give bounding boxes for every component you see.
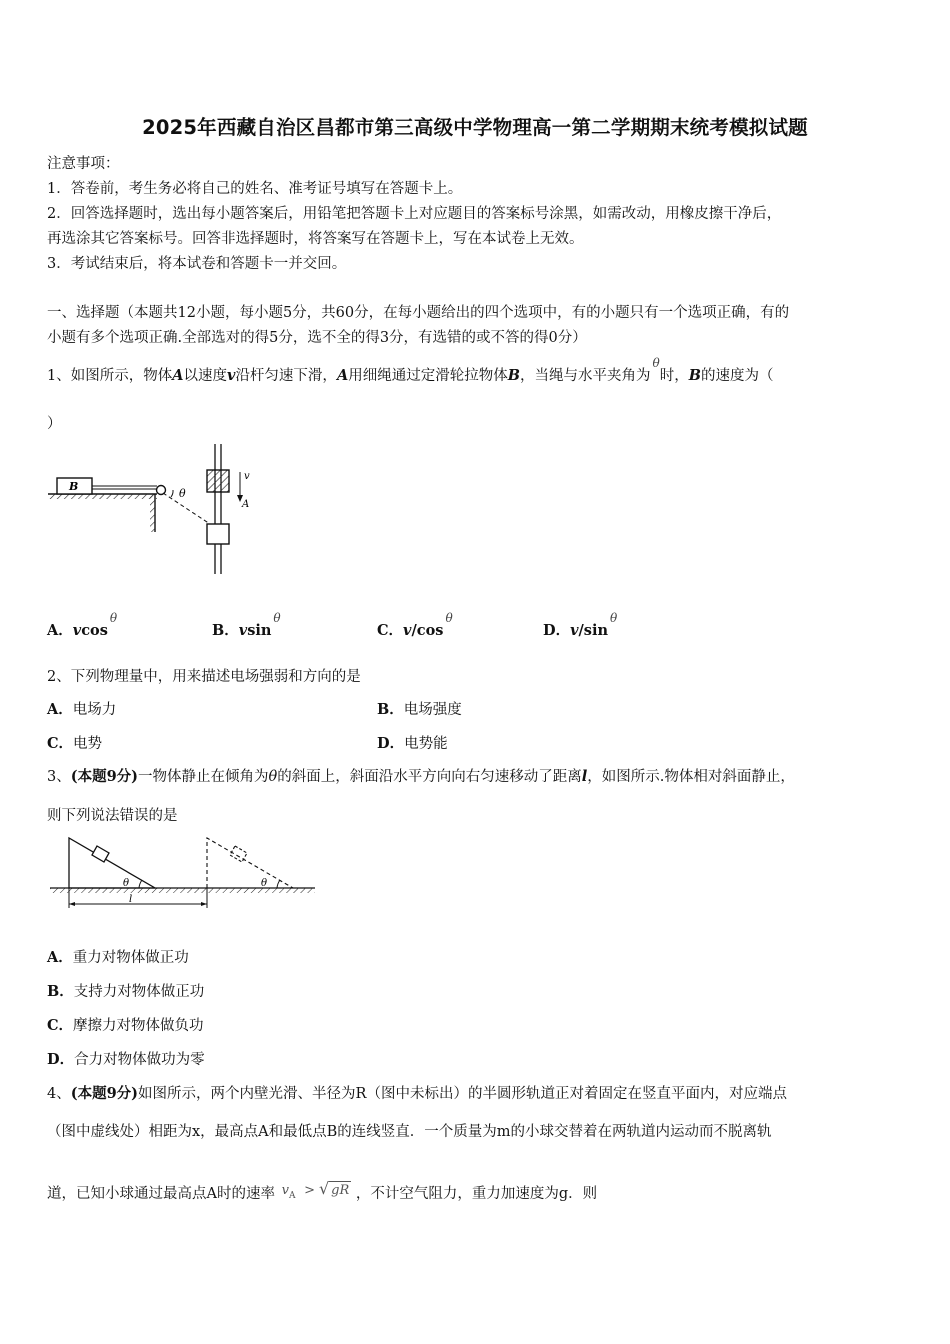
page-title: 2025年西藏自治区昌都市第三高级中学物理高一第二学期期末统考模拟试题 (142, 116, 808, 139)
ground-hatch (48, 494, 157, 499)
q4-stem-line1: 4、(本题9分)如图所示，两个内壁光滑、半径为R（图中未标出）的半圆形轨道正对着固定在竖直平面内，对应端点 (47, 1085, 787, 1102)
q4-velocity-formula: $v_A$ > √ gR (281, 1179, 350, 1201)
label-l: l (129, 894, 133, 905)
q1-stem: 1、如图所示，物体A以速度v沿杆匀速下滑，A用细绳通过定滑轮拉物体B，当绳与水平夹角为$^\theta$时，B的速度为（ (47, 356, 774, 384)
q1-option-d[interactable]: D．$v/\sin^\theta$ (543, 611, 618, 639)
rope-dashed (163, 493, 210, 524)
q3-option-c[interactable]: C．摩擦力对物体做负功 (47, 1017, 204, 1034)
label-v: v (244, 471, 250, 482)
q2-option-d[interactable]: D．电势能 (377, 735, 448, 752)
q1-option-c[interactable]: C．$v/\cos^\theta$ (377, 611, 453, 639)
q3-stem: 3、(本题9分)一物体静止在倾角为θ的斜面上，斜面沿水平方向向右匀速移动了距离l，如图所示.物体相对斜面静止， (47, 768, 795, 785)
q2-stem: 2、下列物理量中，用来描述电场强弱和方向的是 (47, 669, 361, 685)
ground-hatch (50, 888, 315, 893)
label-theta-2: θ (261, 878, 268, 889)
q3-stem-line2: 则下列说法错误的是 (47, 808, 178, 824)
label-b: B (69, 480, 79, 493)
q2-option-a[interactable]: A．电场力 (47, 701, 117, 718)
section-heading-line2: 小题有多个选项正确.全部选对的得5分，选不全的得3分，有选错的或不答的得0分） (47, 330, 587, 346)
notice-heading: 注意事项： (47, 156, 120, 172)
block-a (207, 470, 229, 492)
block-a-lower (207, 524, 229, 544)
q3-option-a[interactable]: A．重力对物体做正功 (47, 949, 189, 966)
q1-option-a[interactable]: A．vcos$^\theta$ (47, 611, 118, 639)
q3-figure (45, 830, 320, 912)
pulley (157, 486, 166, 495)
q1-option-b[interactable]: B．vsin$^\theta$ (212, 611, 281, 639)
q4-stem-line3: 道，已知小球通过最高点A时的速率 $v_A$ > √ gR ，不计空气阻力，重力加速度为g．则 (47, 1179, 598, 1202)
notice-item-2: 2．回答选择题时，选出每小题答案后，用铅笔把答题卡上对应题目的答案标号涂黑，如需改动，用橡皮擦干净后， (47, 206, 782, 222)
q3-option-b[interactable]: B．支持力对物体做正功 (47, 983, 205, 1000)
label-a: A (242, 499, 250, 510)
notice-item-1: 1．答卷前，考生务必将自己的姓名、准考证号填写在答题卡上。 (47, 181, 463, 197)
section-heading-line1: 一、选择题（本题共12小题，每小题5分，共60分，在每小题给出的四个选项中，有的小题只有一个选项正确，有的 (47, 305, 790, 321)
q2-option-c[interactable]: C．电势 (47, 735, 103, 752)
notice-item-2-cont: 再选涂其它答案标号。回答非选择题时，将答案写在答题卡上，写在本试卷上无效。 (47, 231, 584, 247)
q1-stem-close: ） (47, 416, 62, 432)
notice-item-3: 3．考试结束后，将本试卷和答题卡一并交回。 (47, 256, 347, 272)
q4-stem-line2: （图中虚线处）相距为x，最高点A和最低点B的连线竖直．一个质量为m的小球交替着在两轨道内运动而不脱离轨 (47, 1124, 772, 1140)
q1-figure (45, 440, 265, 580)
label-theta-1: θ (123, 878, 130, 889)
q2-option-b[interactable]: B．电场强度 (377, 701, 462, 718)
q3-option-d[interactable]: D．合力对物体做功为零 (47, 1051, 205, 1068)
label-theta: θ (179, 487, 186, 500)
